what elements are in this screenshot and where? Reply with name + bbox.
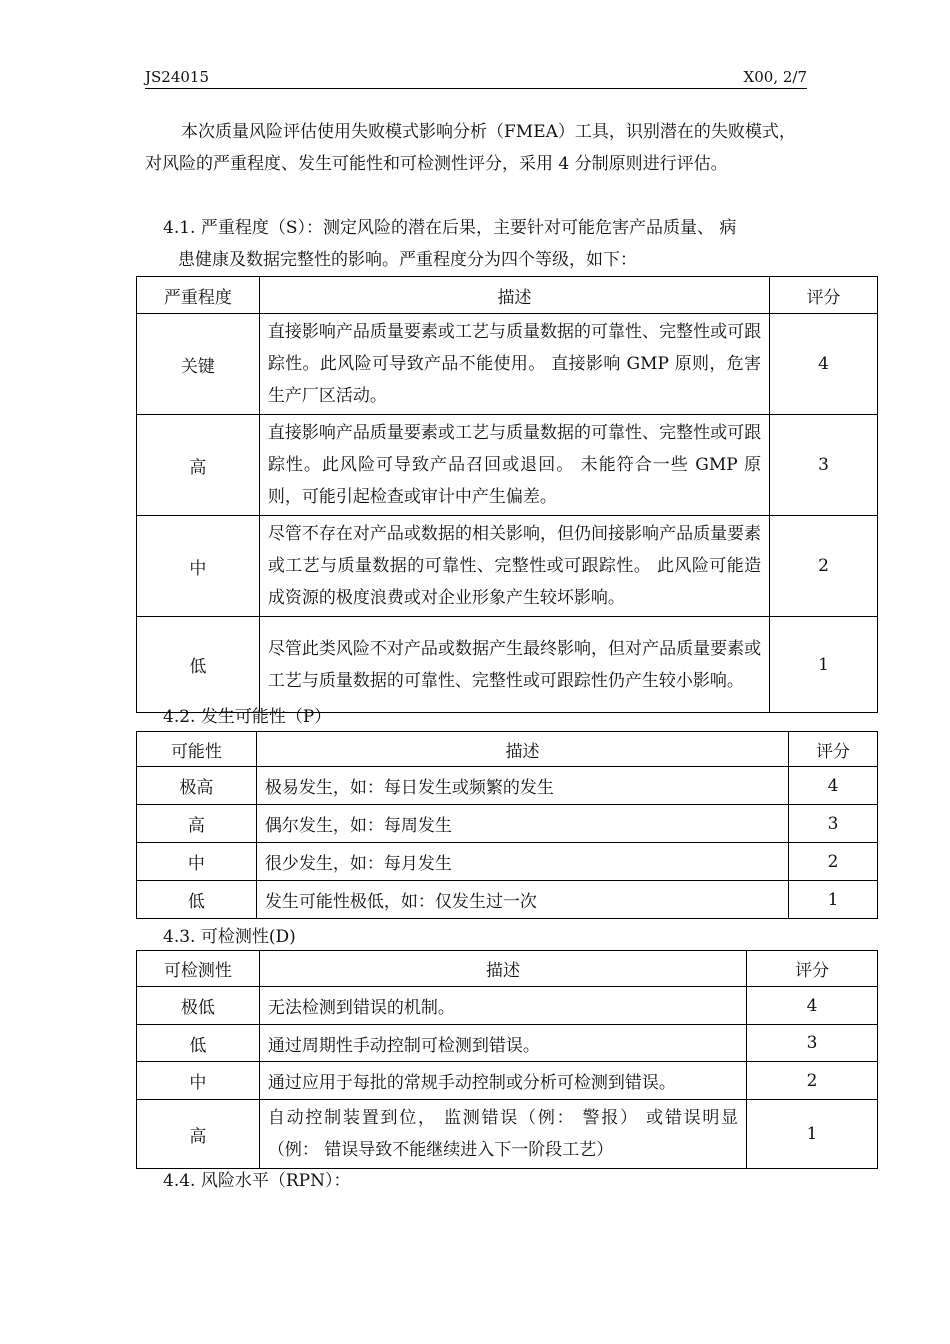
section-4-1-line2: 患健康及数据完整性的影响。严重程度分为四个等级，如下： [178,250,637,270]
score-cell: 2 [770,516,878,617]
header-description: 描述 [259,951,746,987]
intro-paragraph: 本次质量风险评估使用失败模式影响分析（FMEA）工具，识别潜在的失败模式，对风险的严重程度、发生可能性和可检测性评分，采用 4 分制原则进行评估。 [145,122,796,174]
score-cell: 3 [770,415,878,516]
table-header-row [137,277,878,314]
header-description: 描述 [256,732,788,767]
document-id: JS24015 [145,68,210,86]
section-4-1-line1: 4.1. 严重程度（S）：测定风险的潜在后果，主要针对可能危害产品质量、 病 [163,218,737,238]
table-row [137,1025,878,1062]
section-4-3-title: 4.3. 可检测性(D) [163,927,296,947]
score-cell: 1 [789,881,878,919]
level-cell: 极低 [137,987,260,1025]
description-cell: 通过周期性手动控制可检测到错误。 [259,1025,746,1062]
score-cell: 3 [747,1025,878,1062]
score-cell: 3 [789,805,878,843]
table-row [137,767,878,805]
header-level: 严重程度 [137,277,260,314]
table-row [137,987,878,1025]
score-cell: 1 [747,1100,878,1169]
description-cell: 偶尔发生，如：每周发生 [256,805,788,843]
description-cell: 无法检测到错误的机制。 [259,987,746,1025]
table-row [137,843,878,881]
table-header-row [137,951,878,987]
description-cell: 尽管此类风险不对产品或数据产生最终影响，但对产品质量要素或工艺与质量数据的可靠性、完整性或可跟踪性仍产生较小影响。 [259,617,769,713]
level-cell: 关键 [137,314,260,415]
level-cell: 中 [137,843,257,881]
table-row [137,415,878,516]
level-cell: 低 [137,617,260,713]
score-cell: 2 [789,843,878,881]
detectability-table [136,950,878,1169]
table-header-row [137,732,878,767]
description-cell: 发生可能性极低，如：仅发生过一次 [256,881,788,919]
score-cell: 2 [747,1062,878,1100]
header-score: 评分 [770,277,878,314]
description-cell: 自动控制装置到位， 监测错误（例： 警报） 或错误明显（例： 错误导致不能继续进入下一阶段工艺） [259,1100,746,1169]
level-cell: 低 [137,1025,260,1062]
description-cell: 直接影响产品质量要素或工艺与质量数据的可靠性、完整性或可跟踪性。此风险可导致产品召回或退回。 未能符合一些 GMP 原则，可能引起检查或审计中产生偏差。 [259,415,769,516]
level-cell: 高 [137,415,260,516]
header-score: 评分 [747,951,878,987]
table-row [137,1062,878,1100]
header-score: 评分 [789,732,878,767]
probability-table [136,731,878,919]
description-cell: 尽管不存在对产品或数据的相关影响，但仍间接影响产品质量要素或工艺与质量数据的可靠性、完整性或可跟踪性。 此风险可能造成资源的极度浪费或对企业形象产生较坏影响。 [259,516,769,617]
section-4-4-title: 4.4. 风险水平（RPN）： [163,1171,351,1191]
description-cell: 很少发生，如：每月发生 [256,843,788,881]
table-row [137,617,878,713]
level-cell: 低 [137,881,257,919]
level-cell: 高 [137,1100,260,1169]
level-cell: 极高 [137,767,257,805]
score-cell: 1 [770,617,878,713]
page-number: X00, 2/7 [743,68,807,86]
score-cell: 4 [770,314,878,415]
header-level: 可检测性 [137,951,260,987]
header-description: 描述 [259,277,769,314]
page-header [145,68,807,89]
table-row [137,516,878,617]
description-cell: 极易发生，如：每日发生或频繁的发生 [256,767,788,805]
description-cell: 通过应用于每批的常规手动控制或分析可检测到错误。 [259,1062,746,1100]
level-cell: 高 [137,805,257,843]
table-row [137,881,878,919]
score-cell: 4 [747,987,878,1025]
table-row [137,314,878,415]
severity-table [136,276,878,713]
table-row [137,805,878,843]
level-cell: 中 [137,1062,260,1100]
description-cell: 直接影响产品质量要素或工艺与质量数据的可靠性、完整性或可跟踪性。此风险可导致产品不能使用。 直接影响 GMP 原则，危害生产厂区活动。 [259,314,769,415]
section-4-2-title: 4.2. 发生可能性（P） [163,707,332,727]
table-row [137,1100,878,1169]
score-cell: 4 [789,767,878,805]
level-cell: 中 [137,516,260,617]
header-level: 可能性 [137,732,257,767]
